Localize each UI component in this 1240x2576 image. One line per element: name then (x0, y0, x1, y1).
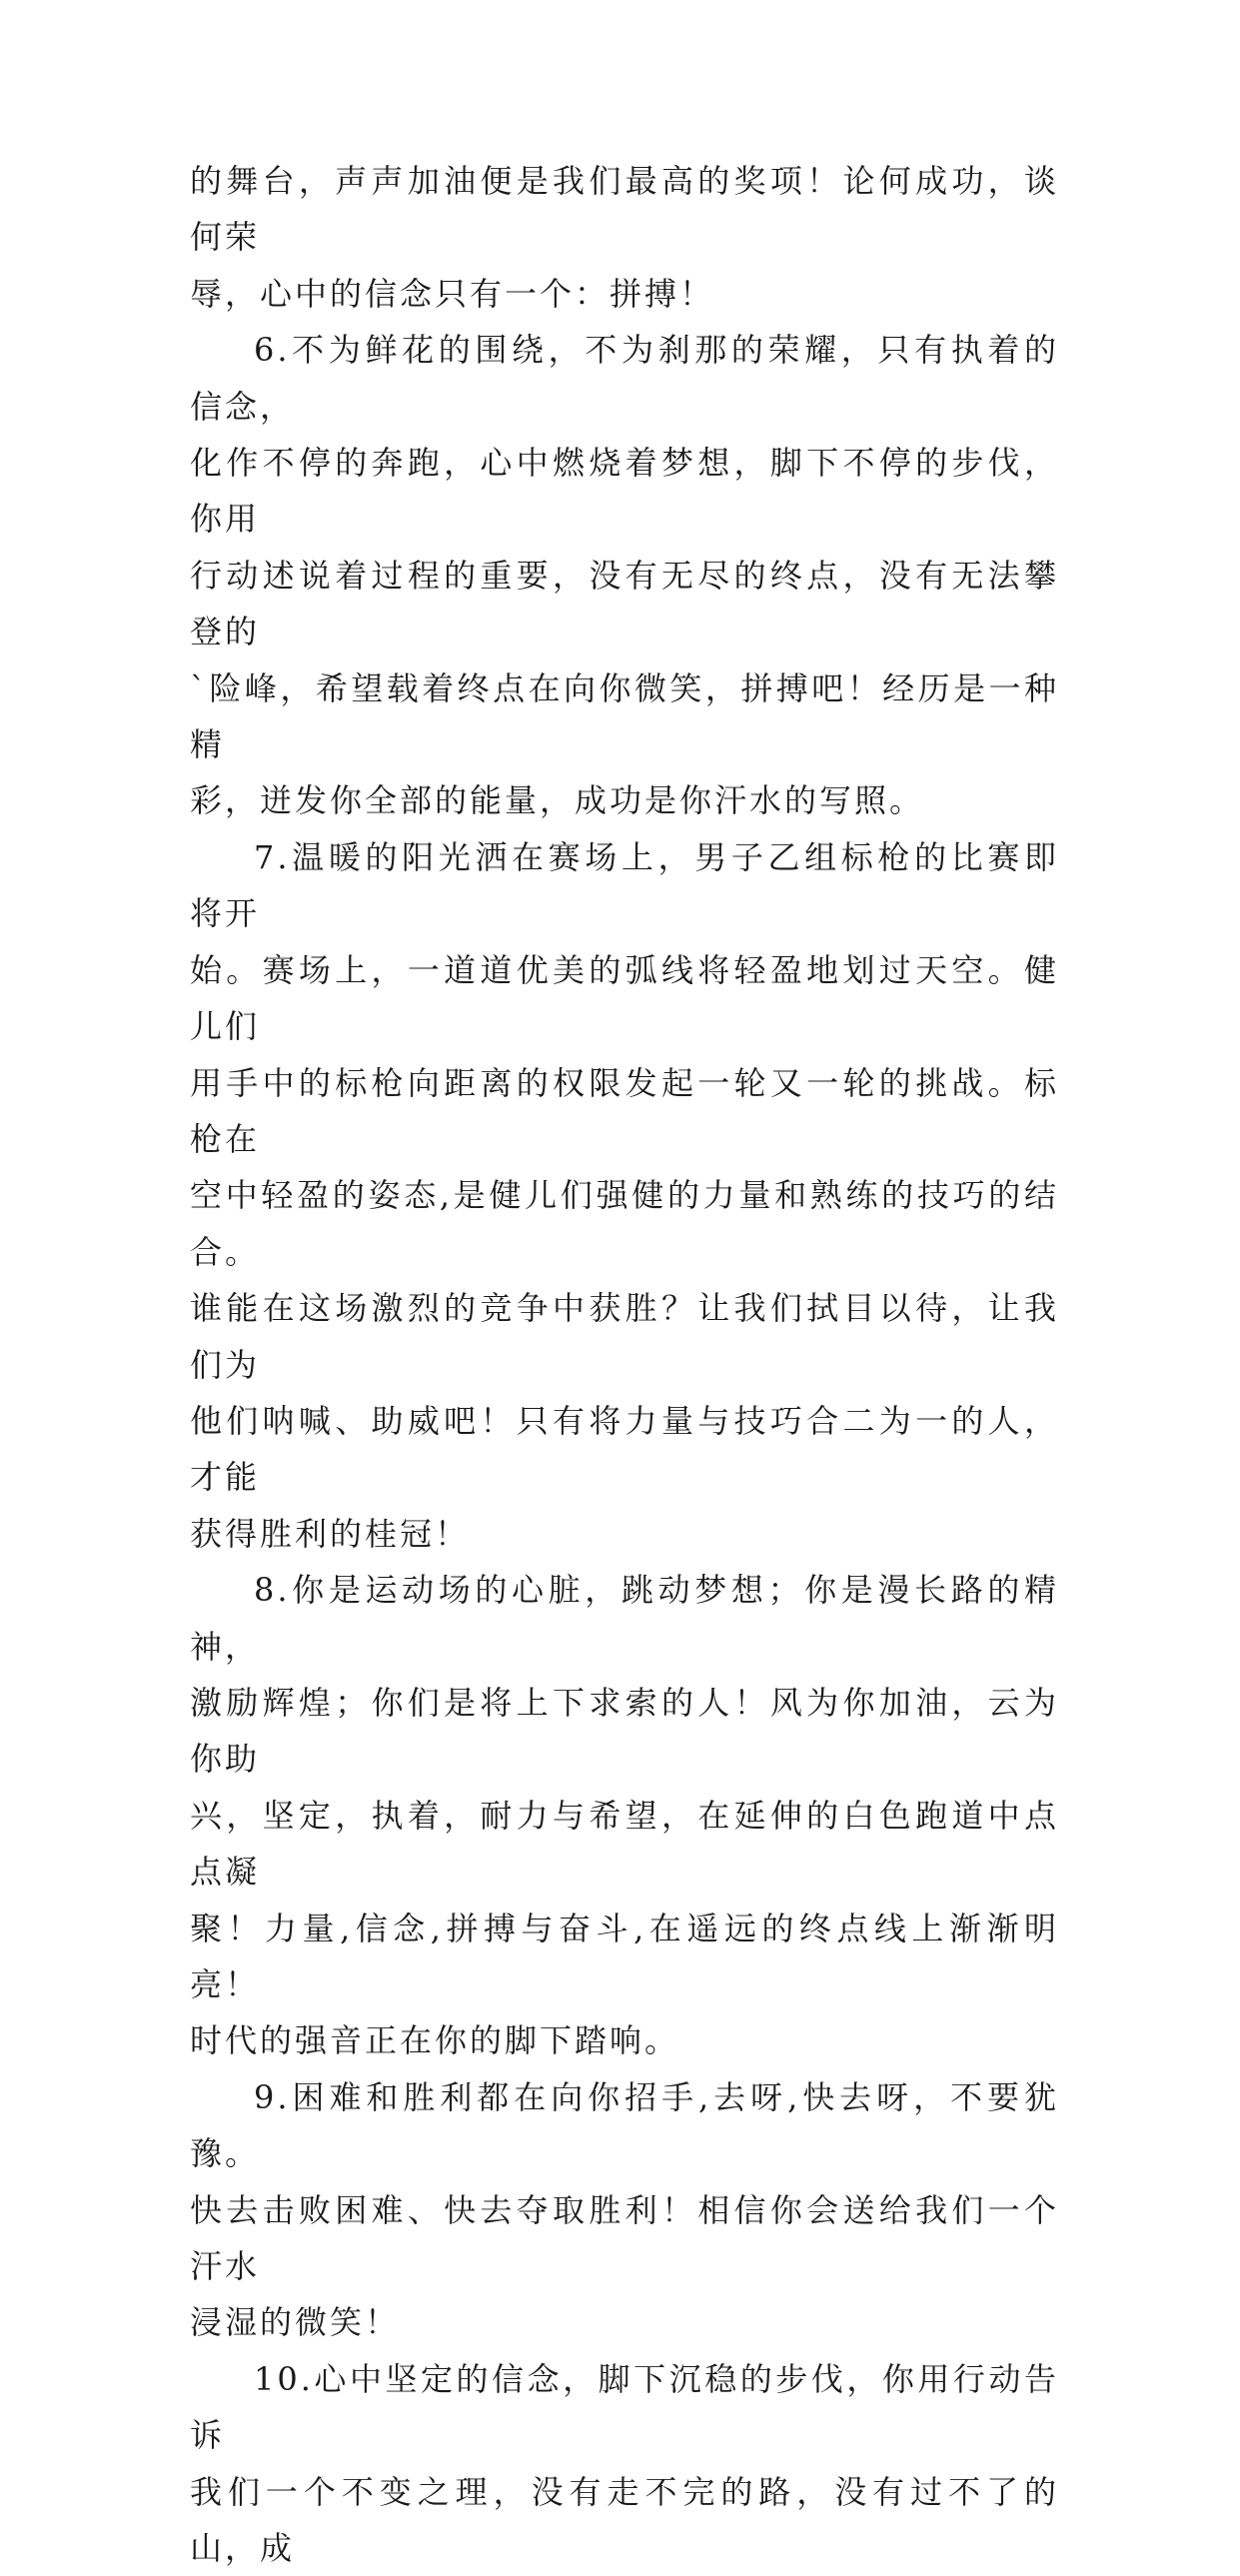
text-line: 6.不为鲜花的围绕，不为刹那的荣耀，只有执着的信念， (190, 331, 1059, 426)
paragraph-7 (190, 829, 1059, 1562)
paragraph-8 (190, 1562, 1059, 2069)
text-line: 彩，迸发你全部的能量，成功是你汗水的写照。 (190, 781, 925, 820)
text-line: 快去击败困难、快去夺取胜利！相信你会送给我们一个汗水 (190, 2190, 1059, 2286)
text-line: 的舞台，声声加油便是我们最高的奖项！论何成功，谈何荣 (190, 162, 1059, 257)
text-line: 兴，坚定，执着，耐力与希望，在延伸的白色跑道中点点凝 (190, 1796, 1059, 1892)
paragraph-6 (190, 322, 1059, 829)
text-line: 他们呐喊、助威吧！只有将力量与技巧合二为一的人，才能 (190, 1401, 1059, 1497)
text-line: 始。赛场上，一道道优美的弧线将轻盈地划过天空。健儿们 (190, 950, 1059, 1046)
text-line: 化作不停的奔跑，心中燃烧着梦想，脚下不停的步伐，你用 (190, 444, 1059, 539)
text-line: 7.温暖的阳光洒在赛场上，男子乙组标枪的比赛即将开 (190, 837, 1059, 933)
text-line: 我们一个不变之理，没有走不完的路，没有过不了的山，成 (190, 2472, 1059, 2568)
text-line: 空中轻盈的姿态,是健儿们强健的力量和熟练的技巧的结合。 (190, 1176, 1059, 1271)
text-line: 浸湿的微笑！ (190, 2303, 401, 2342)
text-line: 获得胜利的桂冠！ (190, 1514, 471, 1553)
text-line: `险峰，希望载着终点在向你微笑，拼搏吧！经历是一种精 (190, 668, 1059, 764)
paragraph-9 (190, 2069, 1059, 2351)
paragraph-5-continuation (190, 153, 1059, 322)
text-line: 8.你是运动场的心脏，跳动梦想；你是漫长路的精神， (190, 1571, 1059, 1666)
text-line: 行动述说着过程的重要，没有无尽的终点，没有无法攀登的 (190, 556, 1059, 651)
text-line: 辱，心中的信念只有一个：拼搏！ (190, 274, 715, 313)
text-line: 时代的强音正在你的脚下踏响。 (190, 2021, 680, 2060)
text-line: 聚！力量,信念,拼搏与奋斗,在遥远的终点线上渐渐明亮！ (190, 1909, 1059, 2003)
text-line: 10.心中坚定的信念，脚下沉稳的步伐，你用行动告诉 (190, 2359, 1059, 2455)
text-line: 激励辉煌；你们是将上下求索的人！风为你加油，云为你助 (190, 1683, 1059, 1779)
text-line: 9.困难和胜利都在向你招手,去呀,快去呀，不要犹豫。 (190, 2077, 1059, 2173)
paragraph-10 (190, 2351, 1059, 2576)
text-line: 谁能在这场激烈的竞争中获胜？让我们拭目以待，让我们为 (190, 1289, 1059, 1384)
text-line: 用手中的标枪向距离的权限发起一轮又一轮的挑战。标枪在 (190, 1063, 1059, 1158)
document-body (190, 153, 1059, 2576)
